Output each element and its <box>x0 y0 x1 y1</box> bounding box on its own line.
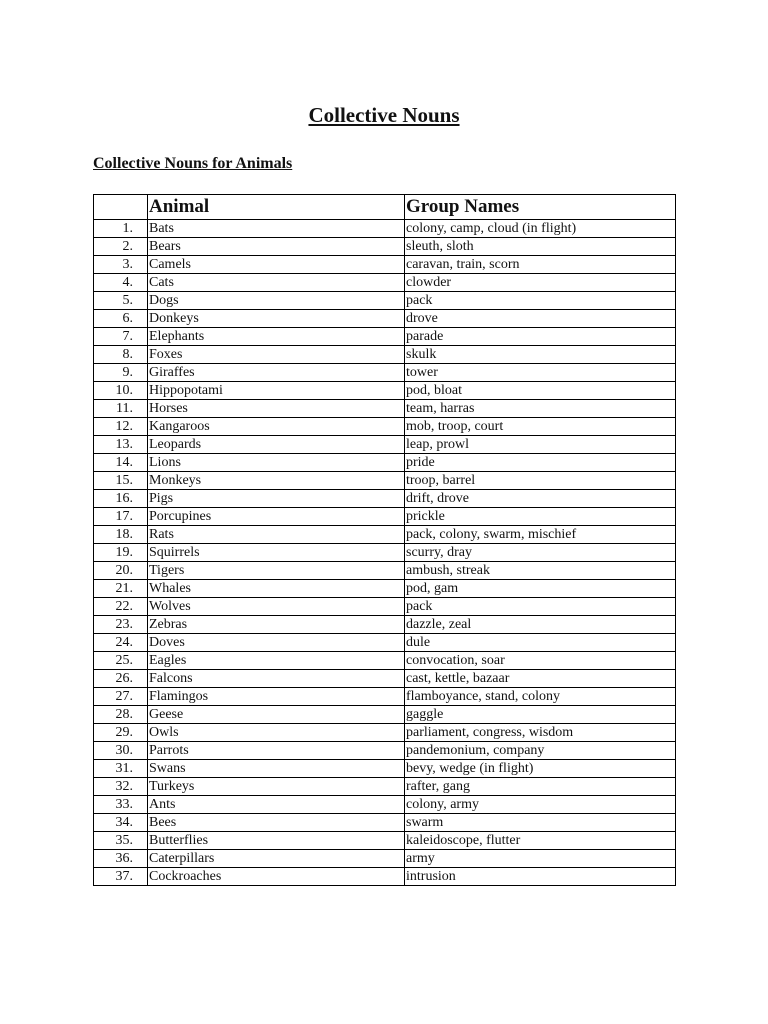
animal-name: Ants <box>148 796 405 814</box>
table-row <box>94 238 676 256</box>
row-number: 20. <box>94 562 148 580</box>
row-number: 33. <box>94 796 148 814</box>
table-row <box>94 688 676 706</box>
group-names: pride <box>405 454 676 472</box>
table-row <box>94 364 676 382</box>
group-names: flamboyance, stand, colony <box>405 688 676 706</box>
animal-name: Camels <box>148 256 405 274</box>
group-names: parliament, congress, wisdom <box>405 724 676 742</box>
animal-name: Monkeys <box>148 472 405 490</box>
row-number: 4. <box>94 274 148 292</box>
collective-nouns-table <box>93 194 676 886</box>
table-row <box>94 526 676 544</box>
table-row <box>94 310 676 328</box>
table-row <box>94 670 676 688</box>
group-names: pack <box>405 598 676 616</box>
group-names: pod, bloat <box>405 382 676 400</box>
row-number: 36. <box>94 850 148 868</box>
table-row <box>94 346 676 364</box>
row-number: 24. <box>94 634 148 652</box>
table-row <box>94 850 676 868</box>
table-row <box>94 742 676 760</box>
row-number: 21. <box>94 580 148 598</box>
table-row <box>94 418 676 436</box>
table-row <box>94 562 676 580</box>
row-number: 34. <box>94 814 148 832</box>
group-names: ambush, streak <box>405 562 676 580</box>
table-row <box>94 652 676 670</box>
row-number: 11. <box>94 400 148 418</box>
group-names: colony, camp, cloud (in flight) <box>405 220 676 238</box>
animal-name: Owls <box>148 724 405 742</box>
animal-name: Foxes <box>148 346 405 364</box>
table-row <box>94 490 676 508</box>
row-number: 16. <box>94 490 148 508</box>
table-row <box>94 400 676 418</box>
table-row <box>94 778 676 796</box>
animal-name: Flamingos <box>148 688 405 706</box>
group-names: army <box>405 850 676 868</box>
row-number: 30. <box>94 742 148 760</box>
animal-name: Pigs <box>148 490 405 508</box>
animal-name: Kangaroos <box>148 418 405 436</box>
animal-name: Bees <box>148 814 405 832</box>
group-names: gaggle <box>405 706 676 724</box>
table-row <box>94 454 676 472</box>
row-number: 22. <box>94 598 148 616</box>
group-names: pod, gam <box>405 580 676 598</box>
page-title: Collective Nouns <box>308 103 460 127</box>
table-row <box>94 580 676 598</box>
row-number: 18. <box>94 526 148 544</box>
table-row <box>94 814 676 832</box>
group-names: tower <box>405 364 676 382</box>
group-names: parade <box>405 328 676 346</box>
group-names: scurry, dray <box>405 544 676 562</box>
table-row <box>94 220 676 238</box>
table-row <box>94 256 676 274</box>
animal-name: Porcupines <box>148 508 405 526</box>
row-number: 13. <box>94 436 148 454</box>
group-names: mob, troop, court <box>405 418 676 436</box>
row-number: 2. <box>94 238 148 256</box>
row-number: 10. <box>94 382 148 400</box>
animal-name: Eagles <box>148 652 405 670</box>
animal-name: Lions <box>148 454 405 472</box>
group-names: cast, kettle, bazaar <box>405 670 676 688</box>
animal-name: Butterflies <box>148 832 405 850</box>
table-row <box>94 508 676 526</box>
animal-name: Parrots <box>148 742 405 760</box>
table-row <box>94 616 676 634</box>
row-number: 8. <box>94 346 148 364</box>
row-number: 3. <box>94 256 148 274</box>
row-number: 7. <box>94 328 148 346</box>
animal-name: Hippopotami <box>148 382 405 400</box>
animal-name: Zebras <box>148 616 405 634</box>
row-number: 25. <box>94 652 148 670</box>
group-names: drift, drove <box>405 490 676 508</box>
table-header-row <box>94 195 676 220</box>
animal-name: Bears <box>148 238 405 256</box>
table-row <box>94 724 676 742</box>
animal-name: Horses <box>148 400 405 418</box>
row-number: 14. <box>94 454 148 472</box>
animal-name: Rats <box>148 526 405 544</box>
header-animal: Animal <box>148 195 405 220</box>
group-names: clowder <box>405 274 676 292</box>
group-names: colony, army <box>405 796 676 814</box>
animal-name: Swans <box>148 760 405 778</box>
animal-name: Caterpillars <box>148 850 405 868</box>
animal-name: Giraffes <box>148 364 405 382</box>
table-body <box>94 220 676 886</box>
group-names: skulk <box>405 346 676 364</box>
row-number: 28. <box>94 706 148 724</box>
header-group-names: Group Names <box>405 195 676 220</box>
group-names: caravan, train, scorn <box>405 256 676 274</box>
group-names: swarm <box>405 814 676 832</box>
animal-name: Leopards <box>148 436 405 454</box>
group-names: sleuth, sloth <box>405 238 676 256</box>
table-row <box>94 832 676 850</box>
row-number: 27. <box>94 688 148 706</box>
table-row <box>94 796 676 814</box>
table-row <box>94 436 676 454</box>
animal-name: Doves <box>148 634 405 652</box>
section-heading: Collective Nouns for Animals <box>93 155 293 172</box>
group-names: leap, prowl <box>405 436 676 454</box>
row-number: 23. <box>94 616 148 634</box>
animal-name: Dogs <box>148 292 405 310</box>
group-names: kaleidoscope, flutter <box>405 832 676 850</box>
table-row <box>94 274 676 292</box>
table-row <box>94 292 676 310</box>
row-number: 31. <box>94 760 148 778</box>
group-names: pandemonium, company <box>405 742 676 760</box>
group-names: prickle <box>405 508 676 526</box>
row-number: 5. <box>94 292 148 310</box>
animal-name: Bats <box>148 220 405 238</box>
group-names: troop, barrel <box>405 472 676 490</box>
table-row <box>94 328 676 346</box>
table-row <box>94 634 676 652</box>
animal-name: Elephants <box>148 328 405 346</box>
group-names: dazzle, zeal <box>405 616 676 634</box>
row-number: 19. <box>94 544 148 562</box>
row-number: 35. <box>94 832 148 850</box>
row-number: 26. <box>94 670 148 688</box>
row-number: 9. <box>94 364 148 382</box>
table-row <box>94 472 676 490</box>
animal-name: Turkeys <box>148 778 405 796</box>
row-number: 17. <box>94 508 148 526</box>
group-names: bevy, wedge (in flight) <box>405 760 676 778</box>
row-number: 37. <box>94 868 148 886</box>
row-number: 6. <box>94 310 148 328</box>
animal-name: Donkeys <box>148 310 405 328</box>
table-row <box>94 868 676 886</box>
animal-name: Cockroaches <box>148 868 405 886</box>
group-names: rafter, gang <box>405 778 676 796</box>
group-names: team, harras <box>405 400 676 418</box>
animal-name: Geese <box>148 706 405 724</box>
table-row <box>94 544 676 562</box>
animal-name: Tigers <box>148 562 405 580</box>
animal-name: Cats <box>148 274 405 292</box>
table-row <box>94 598 676 616</box>
animal-name: Squirrels <box>148 544 405 562</box>
group-names: intrusion <box>405 868 676 886</box>
table-row <box>94 706 676 724</box>
group-names: dule <box>405 634 676 652</box>
group-names: pack <box>405 292 676 310</box>
row-number: 1. <box>94 220 148 238</box>
header-number <box>94 195 148 220</box>
row-number: 32. <box>94 778 148 796</box>
table-row <box>94 760 676 778</box>
group-names: convocation, soar <box>405 652 676 670</box>
table-row <box>94 382 676 400</box>
animal-name: Wolves <box>148 598 405 616</box>
row-number: 29. <box>94 724 148 742</box>
row-number: 15. <box>94 472 148 490</box>
animal-name: Whales <box>148 580 405 598</box>
group-names: pack, colony, swarm, mischief <box>405 526 676 544</box>
row-number: 12. <box>94 418 148 436</box>
animal-name: Falcons <box>148 670 405 688</box>
group-names: drove <box>405 310 676 328</box>
